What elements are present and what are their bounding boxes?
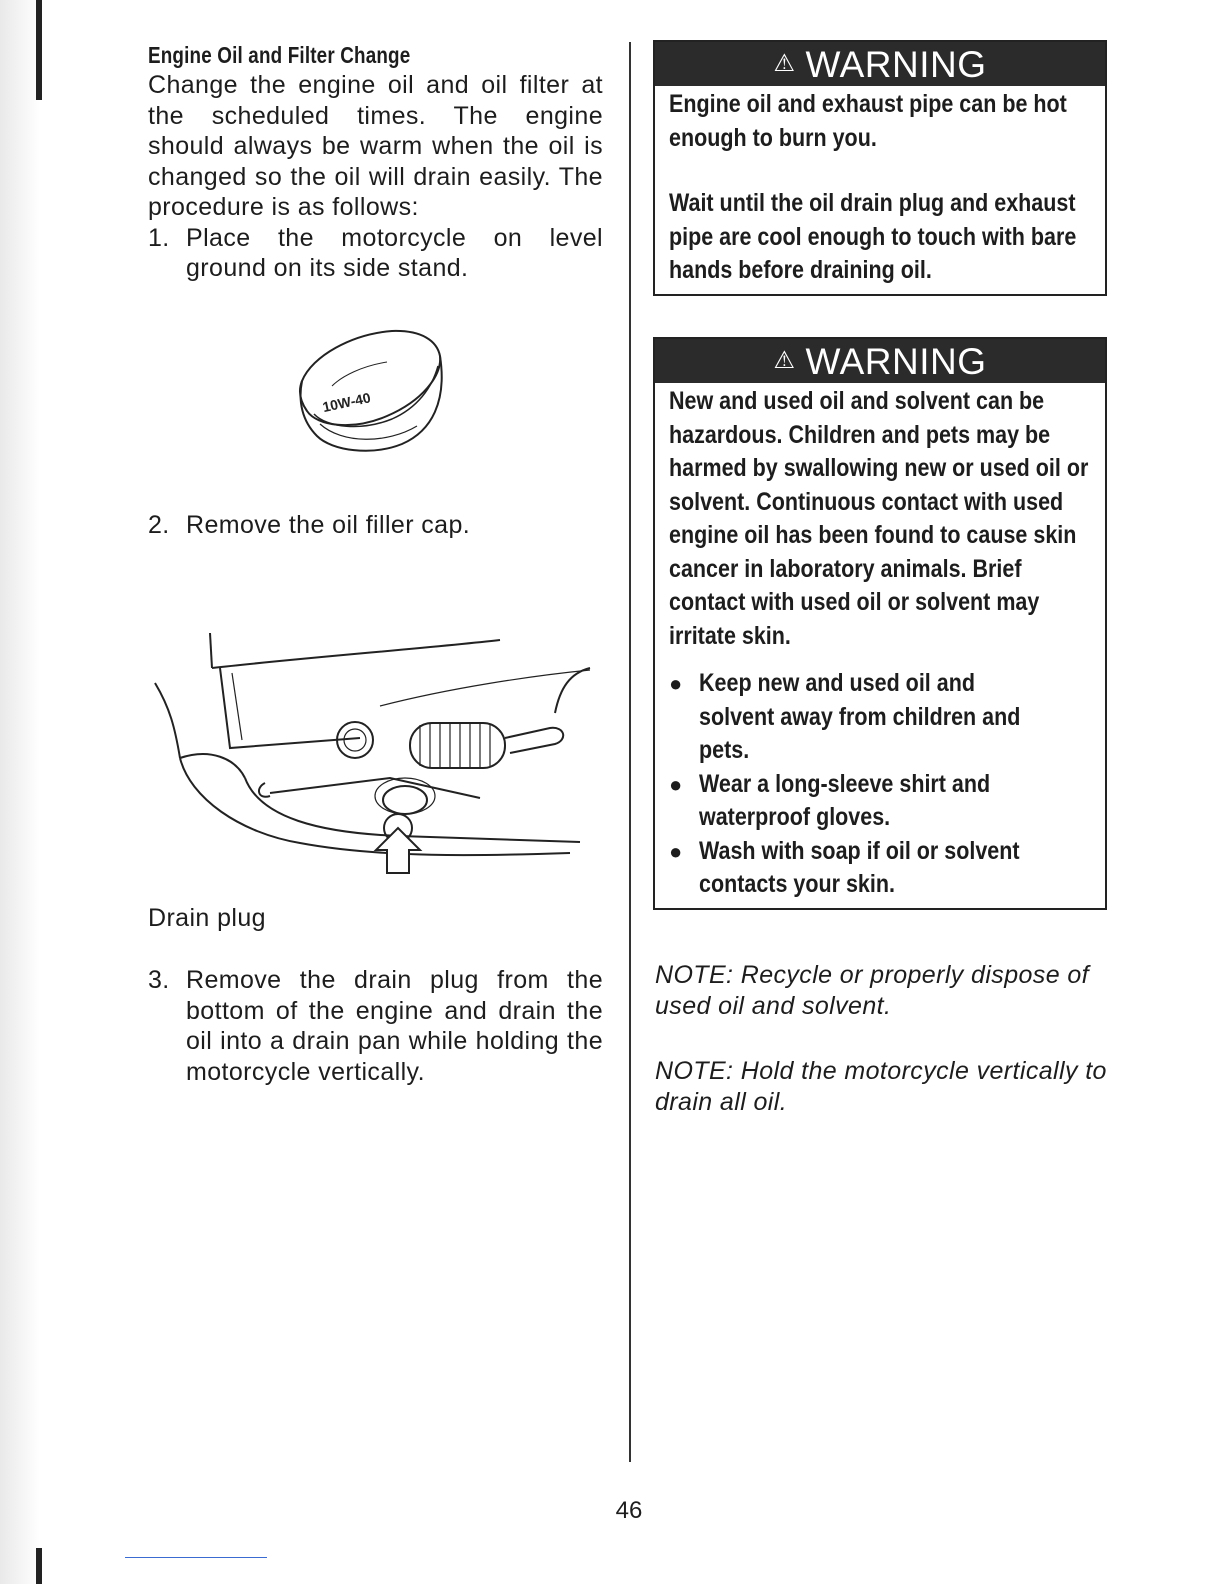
drain-plug-illustration <box>150 628 600 888</box>
warning-bullet-item <box>669 667 1093 768</box>
warning-title: WARNING <box>805 341 987 382</box>
warning-bullet-text: Wear a long-sleeve shirt and waterproof gloves. <box>699 769 991 831</box>
note-vertical: NOTE: Hold the motorcycle vertically to drain all oil. <box>655 1057 1107 1116</box>
left-column <box>148 40 603 284</box>
step-1-text: Place the motorcycle on level ground on its side stand. <box>186 223 603 282</box>
bullet-icon: ● <box>669 838 683 864</box>
step-2-number: 2. <box>148 511 170 539</box>
step-3-text: Remove the drain plug from the bottom of the engine and drain the oil into a drain pan while holding the motorcycle vertically. <box>186 966 603 1086</box>
warning-header <box>655 42 1105 86</box>
warning-paragraph-2: Wait until the oil drain plug and exhaust pipe are cool enough to touch with bare hands before draining oil. <box>669 189 1077 284</box>
warning-body <box>655 86 1105 294</box>
drain-plug-caption: Drain plug <box>148 904 266 932</box>
warning-bullet-text: Wash with soap if oil or solvent contacts your skin. <box>699 836 1020 898</box>
warning-bullet-item <box>669 835 1093 902</box>
binding-mark-top <box>36 0 42 100</box>
step-3 <box>148 965 603 1087</box>
step-3-number: 3. <box>148 966 170 994</box>
warning-box-burn <box>653 40 1107 296</box>
warning-paragraph: New and used oil and solvent can be hazardous. Children and pets may be harmed by swallowing new or used oil or solvent. Continuous contact with used engine oil has been found to cause skin cancer in laboratory animals. Brief contact with used oil or solvent may irritate skin. <box>669 387 1089 650</box>
warning-paragraph-1: Engine oil and exhaust pipe can be hot enough to burn you. <box>669 90 1067 152</box>
warning-bullet-text: Keep new and used oil and solvent away from children and pets. <box>699 669 1021 764</box>
oil-filler-cap-illustration <box>292 326 452 461</box>
warning-triangle-icon: ⚠ <box>773 50 796 77</box>
warning-triangle-icon: ⚠ <box>773 347 796 374</box>
page-binding-edge <box>0 0 40 1584</box>
binding-mark-bottom <box>36 1548 42 1584</box>
step-1-number: 1. <box>148 223 170 252</box>
warning-header <box>655 339 1105 383</box>
bullet-icon: ● <box>669 671 683 696</box>
warning-bullet-item <box>669 768 1093 835</box>
warning-box-hazard <box>653 337 1107 910</box>
step-2 <box>148 510 603 541</box>
section-heading: Engine Oil and Filter Change <box>148 42 411 68</box>
column-divider <box>629 42 631 1462</box>
page-number: 46 <box>615 1497 643 1524</box>
intro-paragraph: Change the engine oil and oil filter at the scheduled times. The engine should always be warm when the oil is changed so the oil will drain easily. The procedure is as follows: <box>148 71 603 221</box>
step-1 <box>148 223 603 284</box>
cap-marking: 10W-40 <box>320 389 373 416</box>
warning-title: WARNING <box>805 44 987 85</box>
warning-bullet-list <box>669 667 1093 902</box>
note-recycle: NOTE: Recycle or properly dispose of used oil and solvent. <box>655 961 1090 1020</box>
bullet-icon: ● <box>669 771 683 797</box>
step-2-text: Remove the oil filler cap. <box>186 511 471 539</box>
warning-body <box>655 383 1105 908</box>
bottom-rule <box>125 1557 267 1558</box>
